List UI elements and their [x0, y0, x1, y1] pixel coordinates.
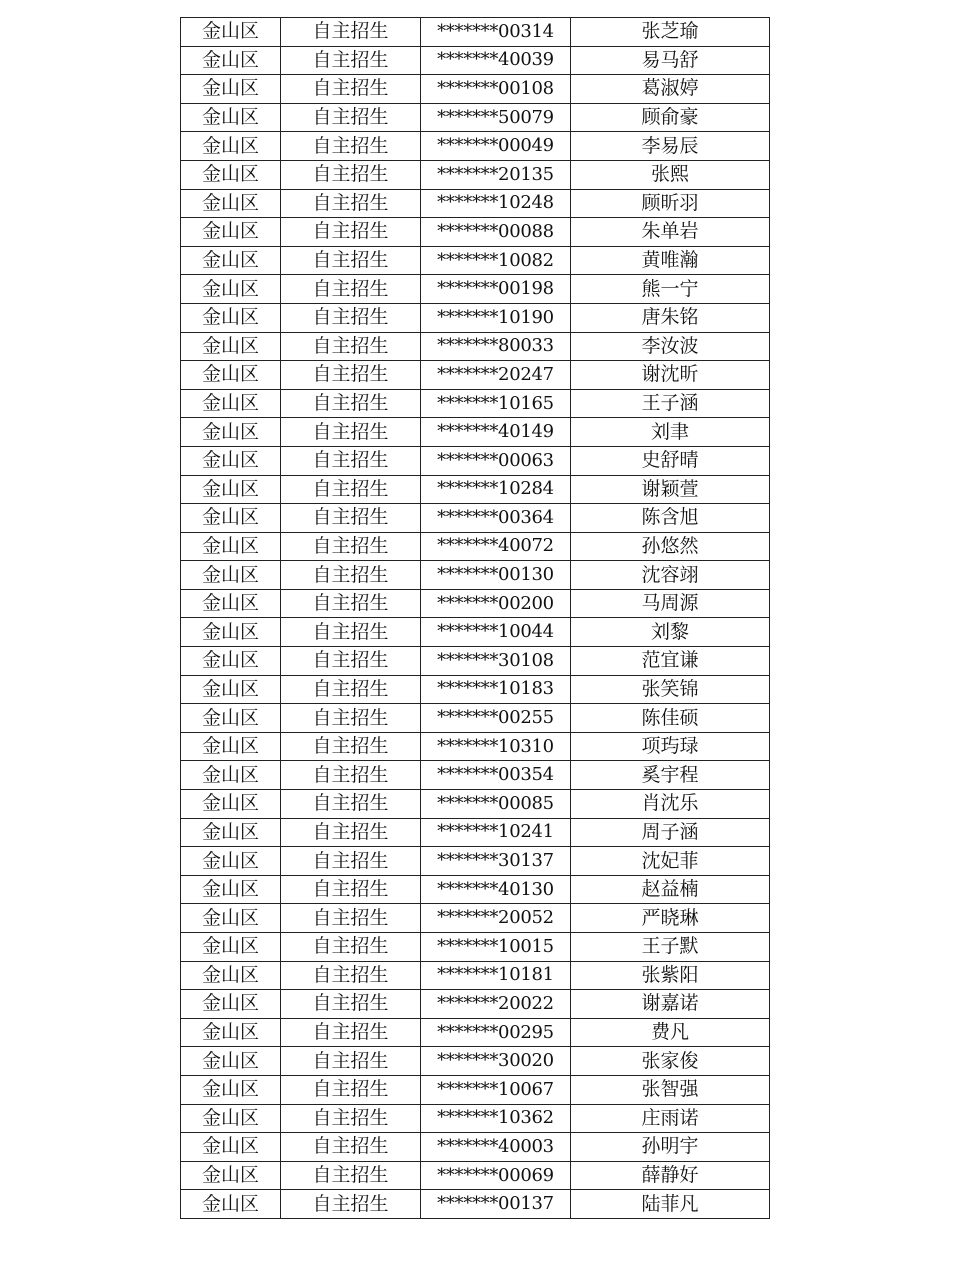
table-row: [181, 1161, 770, 1190]
student-name-cell: 王子涵: [571, 389, 770, 418]
table-row: [181, 103, 770, 132]
admission-type-cell: 自主招生: [281, 1161, 421, 1190]
id-number-cell: *******00200: [421, 589, 571, 618]
district-cell: 金山区: [181, 418, 281, 447]
id-number-cell: *******10044: [421, 618, 571, 647]
student-name-cell: 谢颖萱: [571, 475, 770, 504]
table-row: [181, 1190, 770, 1219]
id-number-cell: *******40149: [421, 418, 571, 447]
table-row: [181, 1104, 770, 1133]
admission-type-cell: 自主招生: [281, 361, 421, 390]
district-cell: 金山区: [181, 618, 281, 647]
admission-type-cell: 自主招生: [281, 704, 421, 733]
admission-type-cell: 自主招生: [281, 561, 421, 590]
table-row: [181, 303, 770, 332]
student-name-cell: 孙悠然: [571, 532, 770, 561]
id-number-cell: *******10181: [421, 961, 571, 990]
table-row: [181, 647, 770, 676]
admission-type-cell: 自主招生: [281, 1104, 421, 1133]
student-name-cell: 张紫阳: [571, 961, 770, 990]
admission-type-cell: 自主招生: [281, 933, 421, 962]
table-row: [181, 704, 770, 733]
table-row: [181, 1075, 770, 1104]
table-row: [181, 847, 770, 876]
district-cell: 金山区: [181, 589, 281, 618]
district-cell: 金山区: [181, 1018, 281, 1047]
admission-type-cell: 自主招生: [281, 132, 421, 161]
student-name-cell: 费凡: [571, 1018, 770, 1047]
table-row: [181, 361, 770, 390]
admission-type-cell: 自主招生: [281, 18, 421, 47]
table-row: [181, 218, 770, 247]
district-cell: 金山区: [181, 132, 281, 161]
id-number-cell: *******00314: [421, 18, 571, 47]
admission-type-cell: 自主招生: [281, 732, 421, 761]
student-name-cell: 沈妃菲: [571, 847, 770, 876]
table-row: [181, 990, 770, 1019]
student-name-cell: 葛淑婷: [571, 75, 770, 104]
district-cell: 金山区: [181, 446, 281, 475]
district-cell: 金山区: [181, 275, 281, 304]
district-cell: 金山区: [181, 246, 281, 275]
admission-type-cell: 自主招生: [281, 246, 421, 275]
table-row: [181, 532, 770, 561]
id-number-cell: *******00088: [421, 218, 571, 247]
district-cell: 金山区: [181, 818, 281, 847]
student-name-cell: 沈容翊: [571, 561, 770, 590]
id-number-cell: *******80033: [421, 332, 571, 361]
table-row: [181, 46, 770, 75]
admission-type-cell: 自主招生: [281, 303, 421, 332]
district-cell: 金山区: [181, 504, 281, 533]
admission-type-cell: 自主招生: [281, 761, 421, 790]
district-cell: 金山区: [181, 1047, 281, 1076]
admission-type-cell: 自主招生: [281, 1018, 421, 1047]
id-number-cell: *******10183: [421, 675, 571, 704]
table-row: [181, 561, 770, 590]
district-cell: 金山区: [181, 18, 281, 47]
id-number-cell: *******50079: [421, 103, 571, 132]
id-number-cell: *******10284: [421, 475, 571, 504]
student-name-cell: 周子涵: [571, 818, 770, 847]
admission-type-cell: 自主招生: [281, 1133, 421, 1162]
admission-type-cell: 自主招生: [281, 1190, 421, 1219]
district-cell: 金山区: [181, 218, 281, 247]
id-number-cell: *******00198: [421, 275, 571, 304]
district-cell: 金山区: [181, 933, 281, 962]
id-number-cell: *******20247: [421, 361, 571, 390]
admission-type-cell: 自主招生: [281, 675, 421, 704]
admission-list-table: [180, 17, 770, 1219]
admission-type-cell: 自主招生: [281, 160, 421, 189]
district-cell: 金山区: [181, 847, 281, 876]
student-name-cell: 马周源: [571, 589, 770, 618]
district-cell: 金山区: [181, 1161, 281, 1190]
student-name-cell: 刘黎: [571, 618, 770, 647]
district-cell: 金山区: [181, 990, 281, 1019]
district-cell: 金山区: [181, 675, 281, 704]
table-row: [181, 1133, 770, 1162]
table-row: [181, 589, 770, 618]
table-row: [181, 189, 770, 218]
student-name-cell: 孙明宇: [571, 1133, 770, 1162]
district-cell: 金山区: [181, 475, 281, 504]
district-cell: 金山区: [181, 532, 281, 561]
student-name-cell: 张芝瑜: [571, 18, 770, 47]
id-number-cell: *******10015: [421, 933, 571, 962]
id-number-cell: *******40039: [421, 46, 571, 75]
id-number-cell: *******10241: [421, 818, 571, 847]
id-number-cell: *******00069: [421, 1161, 571, 1190]
student-name-cell: 范宜谦: [571, 647, 770, 676]
id-number-cell: *******40130: [421, 875, 571, 904]
table-row: [181, 389, 770, 418]
id-number-cell: *******10310: [421, 732, 571, 761]
id-number-cell: *******00130: [421, 561, 571, 590]
id-number-cell: *******00295: [421, 1018, 571, 1047]
admission-type-cell: 自主招生: [281, 961, 421, 990]
admission-type-cell: 自主招生: [281, 618, 421, 647]
student-name-cell: 李易辰: [571, 132, 770, 161]
student-name-cell: 张家俊: [571, 1047, 770, 1076]
district-cell: 金山区: [181, 160, 281, 189]
admission-type-cell: 自主招生: [281, 532, 421, 561]
id-number-cell: *******10362: [421, 1104, 571, 1133]
id-number-cell: *******10067: [421, 1075, 571, 1104]
admission-type-cell: 自主招生: [281, 446, 421, 475]
district-cell: 金山区: [181, 647, 281, 676]
admission-type-cell: 自主招生: [281, 790, 421, 819]
table-row: [181, 961, 770, 990]
student-name-cell: 严晓琳: [571, 904, 770, 933]
id-number-cell: *******20022: [421, 990, 571, 1019]
id-number-cell: *******30020: [421, 1047, 571, 1076]
student-name-cell: 张笑锦: [571, 675, 770, 704]
table-row: [181, 1018, 770, 1047]
id-number-cell: *******10248: [421, 189, 571, 218]
id-number-cell: *******10190: [421, 303, 571, 332]
id-number-cell: *******10082: [421, 246, 571, 275]
table-row: [181, 1047, 770, 1076]
student-name-cell: 谢沈昕: [571, 361, 770, 390]
table-row: [181, 275, 770, 304]
table-row: [181, 160, 770, 189]
district-cell: 金山区: [181, 1133, 281, 1162]
id-number-cell: *******00108: [421, 75, 571, 104]
student-name-cell: 顾昕羽: [571, 189, 770, 218]
student-name-cell: 黄唯瀚: [571, 246, 770, 275]
student-name-cell: 易马舒: [571, 46, 770, 75]
district-cell: 金山区: [181, 961, 281, 990]
admission-type-cell: 自主招生: [281, 418, 421, 447]
table-row: [181, 675, 770, 704]
table-body: [181, 18, 770, 1219]
student-name-cell: 陈佳硕: [571, 704, 770, 733]
district-cell: 金山区: [181, 761, 281, 790]
student-name-cell: 陆菲凡: [571, 1190, 770, 1219]
admission-type-cell: 自主招生: [281, 103, 421, 132]
admission-type-cell: 自主招生: [281, 818, 421, 847]
id-number-cell: *******40003: [421, 1133, 571, 1162]
student-name-cell: 薛静好: [571, 1161, 770, 1190]
admission-type-cell: 自主招生: [281, 589, 421, 618]
student-name-cell: 庄雨诺: [571, 1104, 770, 1133]
id-number-cell: *******30108: [421, 647, 571, 676]
district-cell: 金山区: [181, 75, 281, 104]
table-row: [181, 875, 770, 904]
admission-type-cell: 自主招生: [281, 475, 421, 504]
student-name-cell: 李汝波: [571, 332, 770, 361]
admission-type-cell: 自主招生: [281, 275, 421, 304]
district-cell: 金山区: [181, 875, 281, 904]
admission-type-cell: 自主招生: [281, 46, 421, 75]
admission-type-cell: 自主招生: [281, 1075, 421, 1104]
id-number-cell: *******00049: [421, 132, 571, 161]
student-name-cell: 顾俞豪: [571, 103, 770, 132]
district-cell: 金山区: [181, 1190, 281, 1219]
table-row: [181, 818, 770, 847]
admission-type-cell: 自主招生: [281, 218, 421, 247]
district-cell: 金山区: [181, 561, 281, 590]
admission-type-cell: 自主招生: [281, 504, 421, 533]
table-row: [181, 790, 770, 819]
student-name-cell: 张熙: [571, 160, 770, 189]
student-name-cell: 谢嘉诺: [571, 990, 770, 1019]
student-name-cell: 王子默: [571, 933, 770, 962]
admission-type-cell: 自主招生: [281, 189, 421, 218]
district-cell: 金山区: [181, 904, 281, 933]
admission-type-cell: 自主招生: [281, 847, 421, 876]
admission-type-cell: 自主招生: [281, 875, 421, 904]
table-row: [181, 732, 770, 761]
id-number-cell: *******00063: [421, 446, 571, 475]
student-name-cell: 刘聿: [571, 418, 770, 447]
id-number-cell: *******10165: [421, 389, 571, 418]
table-row: [181, 18, 770, 47]
id-number-cell: *******20135: [421, 160, 571, 189]
district-cell: 金山区: [181, 1075, 281, 1104]
student-name-cell: 朱单岩: [571, 218, 770, 247]
student-name-cell: 赵益楠: [571, 875, 770, 904]
id-number-cell: *******00255: [421, 704, 571, 733]
district-cell: 金山区: [181, 303, 281, 332]
student-name-cell: 唐朱铭: [571, 303, 770, 332]
id-number-cell: *******00137: [421, 1190, 571, 1219]
admission-type-cell: 自主招生: [281, 1047, 421, 1076]
table-row: [181, 904, 770, 933]
district-cell: 金山区: [181, 46, 281, 75]
id-number-cell: *******00364: [421, 504, 571, 533]
district-cell: 金山区: [181, 704, 281, 733]
id-number-cell: *******40072: [421, 532, 571, 561]
student-name-cell: 项玙琭: [571, 732, 770, 761]
student-name-cell: 奚宇程: [571, 761, 770, 790]
table-row: [181, 761, 770, 790]
district-cell: 金山区: [181, 790, 281, 819]
admission-type-cell: 自主招生: [281, 647, 421, 676]
student-name-cell: 张智强: [571, 1075, 770, 1104]
district-cell: 金山区: [181, 1104, 281, 1133]
student-name-cell: 熊一宁: [571, 275, 770, 304]
admission-type-cell: 自主招生: [281, 75, 421, 104]
table-row: [181, 475, 770, 504]
table-row: [181, 132, 770, 161]
district-cell: 金山区: [181, 361, 281, 390]
district-cell: 金山区: [181, 732, 281, 761]
table-row: [181, 504, 770, 533]
table-row: [181, 75, 770, 104]
id-number-cell: *******30137: [421, 847, 571, 876]
district-cell: 金山区: [181, 332, 281, 361]
table-row: [181, 618, 770, 647]
student-name-cell: 史舒晴: [571, 446, 770, 475]
admission-type-cell: 自主招生: [281, 990, 421, 1019]
id-number-cell: *******00085: [421, 790, 571, 819]
id-number-cell: *******00354: [421, 761, 571, 790]
table-row: [181, 332, 770, 361]
table-row: [181, 933, 770, 962]
admission-type-cell: 自主招生: [281, 389, 421, 418]
admission-type-cell: 自主招生: [281, 332, 421, 361]
table-row: [181, 246, 770, 275]
district-cell: 金山区: [181, 389, 281, 418]
id-number-cell: *******20052: [421, 904, 571, 933]
student-name-cell: 肖沈乐: [571, 790, 770, 819]
district-cell: 金山区: [181, 103, 281, 132]
table-row: [181, 446, 770, 475]
student-name-cell: 陈含旭: [571, 504, 770, 533]
admission-type-cell: 自主招生: [281, 904, 421, 933]
table-row: [181, 418, 770, 447]
district-cell: 金山区: [181, 189, 281, 218]
